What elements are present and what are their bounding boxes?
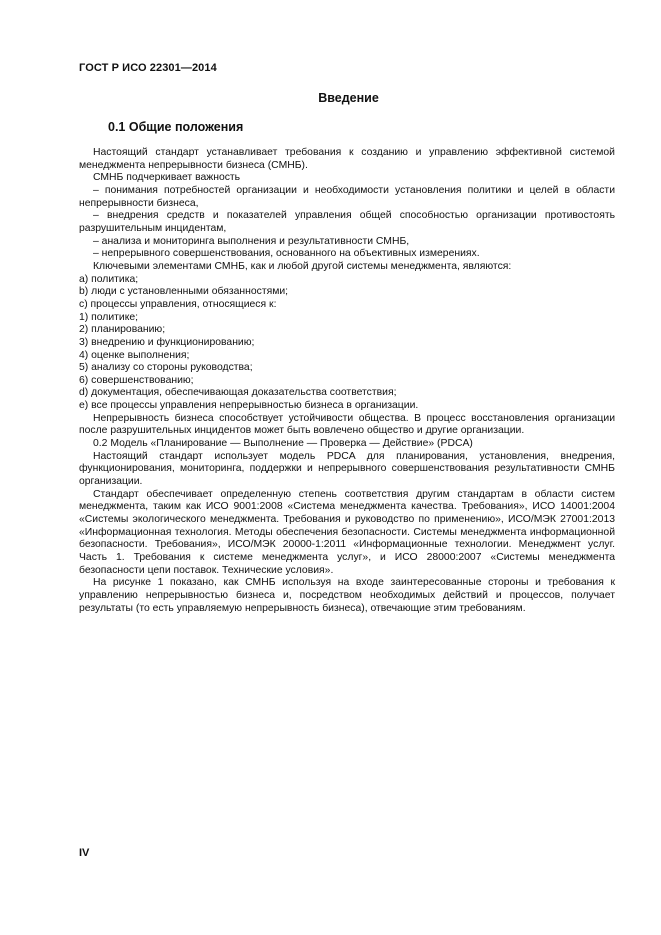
- list-item: 4) оценке выполнения;: [79, 349, 190, 361]
- paragraph: На рисунке 1 показано, как СМНБ используя на входе заинтересованные стороны и требования к управлению непрерывностью бизнеса и, посредством необходимых действий и процессов, получает результаты (то есть управляемую непрерывность бизнеса), отвечающие этим требованиям.: [79, 577, 615, 614]
- list-item: – анализа и мониторинга выполнения и результативности СМНБ,: [93, 235, 410, 247]
- list-item: 5) анализу со стороны руководства;: [79, 362, 253, 374]
- list-item: a) политика;: [79, 273, 139, 285]
- page-number: IV: [79, 847, 90, 859]
- list-item: – непрерывного совершенствования, основанного на объективных измерениях.: [93, 248, 480, 260]
- document-header: ГОСТ Р ИСО 22301—2014: [79, 62, 217, 74]
- list-item: 1) политике;: [79, 311, 139, 323]
- list-item: – понимания потребностей организации и необходимости установления политики и целей в области непрерывности бизнеса,: [79, 184, 615, 209]
- list-item: 6) совершенствованию;: [79, 374, 194, 386]
- list-item: d) документация, обеспечивающая доказательства соответствия;: [79, 387, 397, 399]
- list-item: 3) внедрению и функционированию;: [79, 336, 255, 348]
- list-item: – внедрения средств и показателей управления общей способностью организации противостоять разрушительным инцидентам,: [79, 210, 615, 234]
- paragraph: Настоящий стандарт использует модель PDCA для планирования, установления, внедрения, функционирования, мониторинга, поддержки и непрерывного совершенствования результативности СМНБ организации.: [79, 450, 615, 488]
- page-title: Введение: [318, 91, 379, 105]
- list-item: b) люди с установленными обязанностями;: [79, 286, 289, 298]
- list-item: 2) планированию;: [79, 324, 166, 336]
- section-heading: 0.1 Общие положения: [108, 120, 244, 134]
- list-item: c) процессы управления, относящиеся к:: [79, 298, 277, 310]
- paragraph: Стандарт обеспечивает определенную степень соответствия другим стандартам в области систем менеджмента, таким как ИСО 9001:2008 «Система менеджмента качества. Требования», ИСО 14001:2004 «Системы экологического менеджмента. Требования и руководство по применению», ИСО/МЭК 27001:2013 «Информационная технология. Методы обеспечения безопасности. Системы менеджмента информационной безопасности. Требования», ИСО/МЭК 20000-1:2011 «Информационные технологии. Менеджмент услуг. Часть 1. Требования к системе менеджмента услуг», и ИСО 28000:2007 «Системы менеджмента безопасности цепи поставок. Технические условия».: [79, 488, 615, 576]
- paragraph: Настоящий стандарт устанавливает требования к созданию и управлению эффективной системой менеджмента непрерывности бизнеса (СМНБ).: [79, 147, 615, 171]
- document-body: [79, 147, 615, 615]
- subsection-heading: 0.2 Модель «Планирование — Выполнение — Проверка — Действие» (PDCA): [93, 438, 473, 450]
- paragraph: СМНБ подчеркивает важность: [93, 172, 241, 184]
- list-item: e) все процессы управления непрерывностью бизнеса в организации.: [79, 400, 419, 412]
- paragraph: Ключевыми элементами СМНБ, как и любой другой системы менеджмента, являются:: [93, 260, 512, 272]
- paragraph: Непрерывность бизнеса способствует устойчивости общества. В процесс восстановления организации после разрушительных инцидентов может быть вовлечено общество и другие организации.: [79, 412, 615, 437]
